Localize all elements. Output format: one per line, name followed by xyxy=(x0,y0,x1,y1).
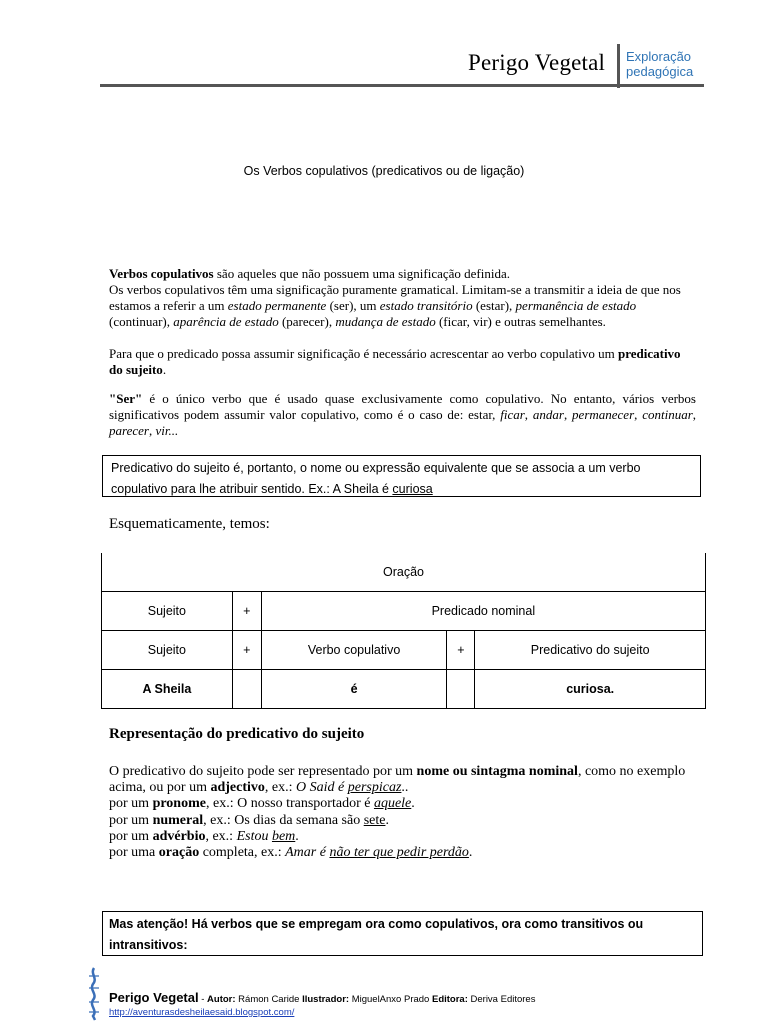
text: . xyxy=(385,812,389,828)
text: , xyxy=(524,407,533,422)
text: . xyxy=(295,828,299,844)
text: , ex.: Os dias da semana são xyxy=(203,812,364,828)
text: , xyxy=(563,407,573,422)
footer-value: MiguelAnxo Prado xyxy=(349,994,432,1005)
paragraph-representation xyxy=(109,764,696,861)
footer-brand: Perigo Vegetal xyxy=(109,990,199,1005)
text: . xyxy=(468,845,473,861)
schema-intro: Esquematicamente, temos: xyxy=(109,516,270,532)
term-bold: numeral xyxy=(152,812,204,828)
section-title: Representação do predicativo do sujeito xyxy=(109,726,365,742)
text: por um xyxy=(109,828,153,844)
term-bold: nome ou sintagma nominal xyxy=(416,764,578,779)
example-underlined: aquele xyxy=(373,796,412,812)
paragraph-ser xyxy=(109,391,696,439)
text: (parecer), xyxy=(278,314,336,329)
term-bold: adjectivo xyxy=(210,780,265,796)
table-cell xyxy=(232,670,261,709)
footer-credits xyxy=(109,990,535,1005)
table-title: Oração xyxy=(102,553,706,592)
text: .. xyxy=(401,780,409,796)
table-cell: Sujeito xyxy=(102,592,233,631)
example-underlined: curiosa xyxy=(392,482,433,496)
table-cell: + xyxy=(232,592,261,631)
text: , xyxy=(634,407,643,422)
text: Os verbos copulativos têm uma significação puramente gramatical. Limitam-se a transmitir a ideia de que nos estamos a referir a um xyxy=(109,282,681,313)
italic-text: ficar xyxy=(500,407,525,422)
text: por um xyxy=(109,812,153,828)
document-title: Os Verbos copulativos (predicativos ou de ligação) xyxy=(243,164,525,178)
table-cell: Verbo copulativo xyxy=(261,631,447,670)
table-cell: Predicativo do sujeito xyxy=(475,631,706,670)
term-bold: advérbio xyxy=(152,828,206,844)
table-cell xyxy=(447,670,475,709)
footer-url-link[interactable]: http://aventurasdesheilaesaid.blogspot.com/ xyxy=(109,1007,295,1018)
italic-text: permanecer xyxy=(572,407,635,422)
table-cell: + xyxy=(447,631,475,670)
attention-text: Mas atenção! Há verbos que se empregam ora como copulativos, ora como transitivos ou intransitivos: xyxy=(109,917,644,952)
header-subtitle xyxy=(626,49,693,79)
paragraph-predicate xyxy=(109,346,696,378)
attention-box xyxy=(102,911,703,956)
header-divider xyxy=(617,44,620,88)
example-underlined: bem xyxy=(271,828,296,844)
term-bold: predicativo do sujeito xyxy=(109,346,681,377)
text: , xyxy=(692,407,697,422)
text: (continuar), xyxy=(109,314,174,329)
text: é o único verbo que é usado quase exclusivamente como copulativo. No entanto, vários verbos significativos podem assumir valor copulativo, como é o caso de: estar, xyxy=(109,391,696,422)
term-bold: "Ser" xyxy=(109,391,143,406)
definition-text: Predicativo do sujeito é, portanto, o nome ou expressão equivalente que se associa a um verbo copulativo para lhe atribuir sentido. Ex.: A Sheila é xyxy=(111,461,641,496)
schema-table xyxy=(101,553,706,709)
text: por uma xyxy=(109,845,159,861)
table-cell: Predicado nominal xyxy=(261,592,705,631)
text: , ex.: xyxy=(264,780,297,796)
paragraph-definition xyxy=(109,266,696,330)
example-underlined: não ter que pedir perdão xyxy=(329,845,469,861)
header-subtitle-line1: Exploração xyxy=(626,49,692,64)
italic-text: O Said é xyxy=(296,780,348,796)
italic-text: vir... xyxy=(155,423,179,438)
example-underlined: sete xyxy=(363,812,386,828)
footer-value: Deriva Editores xyxy=(467,994,536,1005)
text: , xyxy=(148,423,156,438)
term-bold: pronome xyxy=(152,796,206,812)
table-cell: é xyxy=(261,670,447,709)
header-subtitle-line2: pedagógica xyxy=(626,64,694,79)
italic-text: Estou xyxy=(236,828,272,844)
text: por um xyxy=(109,796,153,812)
italic-text: parecer xyxy=(109,423,149,438)
footer-value: Rámon Caride xyxy=(235,994,303,1005)
text: . xyxy=(162,362,167,377)
header-title: Perigo Vegetal xyxy=(468,50,606,75)
text: O predicativo do sujeito pode ser representado por um xyxy=(109,764,417,779)
header-rule xyxy=(100,84,704,87)
term-bold: oração xyxy=(158,845,200,861)
term-bold: Verbos copulativos xyxy=(109,266,214,281)
footer-label: Ilustrador: xyxy=(302,994,350,1005)
italic-text: estado transitório xyxy=(379,298,473,313)
italic-text: Amar é xyxy=(285,845,330,861)
text: . xyxy=(411,796,415,812)
text: , ex.: xyxy=(205,828,237,844)
text: (ser), um xyxy=(326,298,380,313)
table-cell: Sujeito xyxy=(102,631,233,670)
italic-text: permanência de estado xyxy=(515,298,637,313)
table-cell: A Sheila xyxy=(102,670,233,709)
text: são aqueles que não possuem uma significação definida. xyxy=(213,266,511,281)
text: completa, ex.: xyxy=(199,845,286,861)
definition-box xyxy=(102,455,701,497)
italic-text: aparência de estado xyxy=(173,314,279,329)
table-cell: curiosa. xyxy=(475,670,706,709)
footer-label: Editora: xyxy=(431,994,468,1005)
footer-label: Autor: xyxy=(207,994,236,1005)
text: (estar), xyxy=(472,298,516,313)
text: , ex.: O nosso transportador é xyxy=(205,796,374,812)
table-cell: + xyxy=(232,631,261,670)
text: (ficar, vir) e outras semelhantes. xyxy=(435,314,606,329)
italic-text: continuar xyxy=(642,407,693,422)
book-logo-icon xyxy=(86,966,102,1022)
text: Para que o predicado possa assumir significação é necessário acrescentar ao verbo copulativo um xyxy=(109,346,618,361)
italic-text: mudança de estado xyxy=(335,314,436,329)
italic-text: estado permanente xyxy=(227,298,327,313)
example-underlined: perspicaz xyxy=(347,780,402,796)
text: - xyxy=(198,994,208,1005)
text: , como no exemplo acima, ou por um xyxy=(109,764,686,796)
italic-text: andar xyxy=(532,407,564,422)
